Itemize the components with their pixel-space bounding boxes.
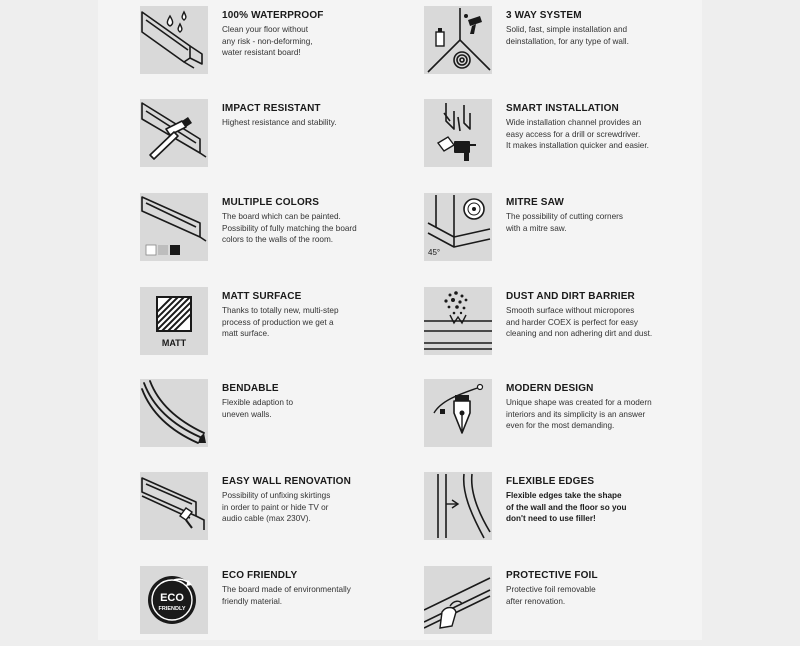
feature-description: Smooth surface without micropores and harder COEX is perfect for easy cleaning and non adhering dirt and dust. [506,306,653,339]
waterproof-icon [140,6,208,74]
mitre-saw-icon [424,193,492,261]
feature-description: Protective foil removable after renovation. [506,585,596,606]
feature-sheet [98,0,702,640]
eco-icon-label-bottom: FRIENDLY [158,606,186,612]
feature-description: Unique shape was created for a modern interiors and its simplicity is an answer even for the most demanding. [506,398,652,431]
feature-protective-foil [424,566,714,646]
protective-foil-icon [424,566,492,634]
dust-barrier-icon [424,287,492,355]
feature-multiple-colors [140,193,430,273]
feature-title: FLEXIBLE EDGES [506,476,595,487]
feature-title: MITRE SAW [506,197,565,208]
feature-description: Thanks to totally new, multi-step process of production we get a matt surface. [222,306,339,339]
feature-eco-friendly [140,566,430,646]
feature-impact-resistant [140,99,430,179]
color-swatches-icon [140,193,208,261]
feature-description: Clean your floor without any risk - non-deforming, water resistant board! [222,25,313,58]
feature-title: IMPACT RESISTANT [222,103,321,114]
feature-description: Solid, fast, simple installation and deinstallation, for any type of wall. [506,25,629,46]
flexible-edges-icon [424,472,492,540]
bendable-icon [140,379,208,447]
feature-flexible-edges [424,472,714,552]
feature-title: 3 WAY SYSTEM [506,10,582,21]
feature-3-way-system [424,6,714,86]
feature-description: Highest resistance and stability. [222,118,337,127]
wall-renovation-icon [140,472,208,540]
pen-nib-icon [424,379,492,447]
feature-description: Possibility of unfixing skirtings in order to paint or hide TV or audio cable (max 230V). [222,491,331,524]
feature-dust-dirt-barrier [424,287,714,367]
feature-description: The possibility of cutting corners with a mitre saw. [506,212,623,233]
feature-easy-wall-renovation [140,472,430,552]
feature-title: DUST AND DIRT BARRIER [506,291,635,302]
mitre-angle-label: 45° [428,248,441,257]
feature-title: MULTIPLE COLORS [222,197,320,208]
feature-matt-surface [140,287,430,367]
feature-title: 100% WATERPROOF [222,10,324,21]
feature-title: MATT SURFACE [222,291,302,302]
feature-smart-installation [424,99,714,179]
feature-description: Flexible adaption to uneven walls. [222,398,294,419]
smart-installation-icon [424,99,492,167]
feature-description: The board which can be painted. Possibility of fully matching the board colors to the walls of the room. [222,212,357,245]
feature-modern-design [424,379,714,459]
feature-title: MODERN DESIGN [506,383,594,394]
feature-title: BENDABLE [222,383,279,394]
feature-title: PROTECTIVE FOIL [506,570,598,581]
feature-bendable [140,379,430,459]
matt-icon [140,287,208,355]
feature-description: The board made of environmentally friendly material. [222,585,351,606]
feature-title: EASY WALL RENOVATION [222,476,351,487]
eco-icon-label-top: ECO [160,592,184,604]
feature-waterproof [140,6,430,86]
feature-title: ECO FRIENDLY [222,570,298,581]
three-way-icon [424,6,492,74]
feature-description: Flexible edges take the shape of the wall and the floor so you don't need to use filler! [506,491,627,524]
eco-friendly-icon [140,566,208,634]
feature-mitre-saw [424,193,714,273]
feature-title: SMART INSTALLATION [506,103,619,114]
matt-icon-label: MATT [161,338,187,348]
feature-description: Wide installation channel provides an easy access for a drill or screwdriver. It makes installation quicker and easier. [506,118,649,151]
hammer-icon [140,99,208,167]
